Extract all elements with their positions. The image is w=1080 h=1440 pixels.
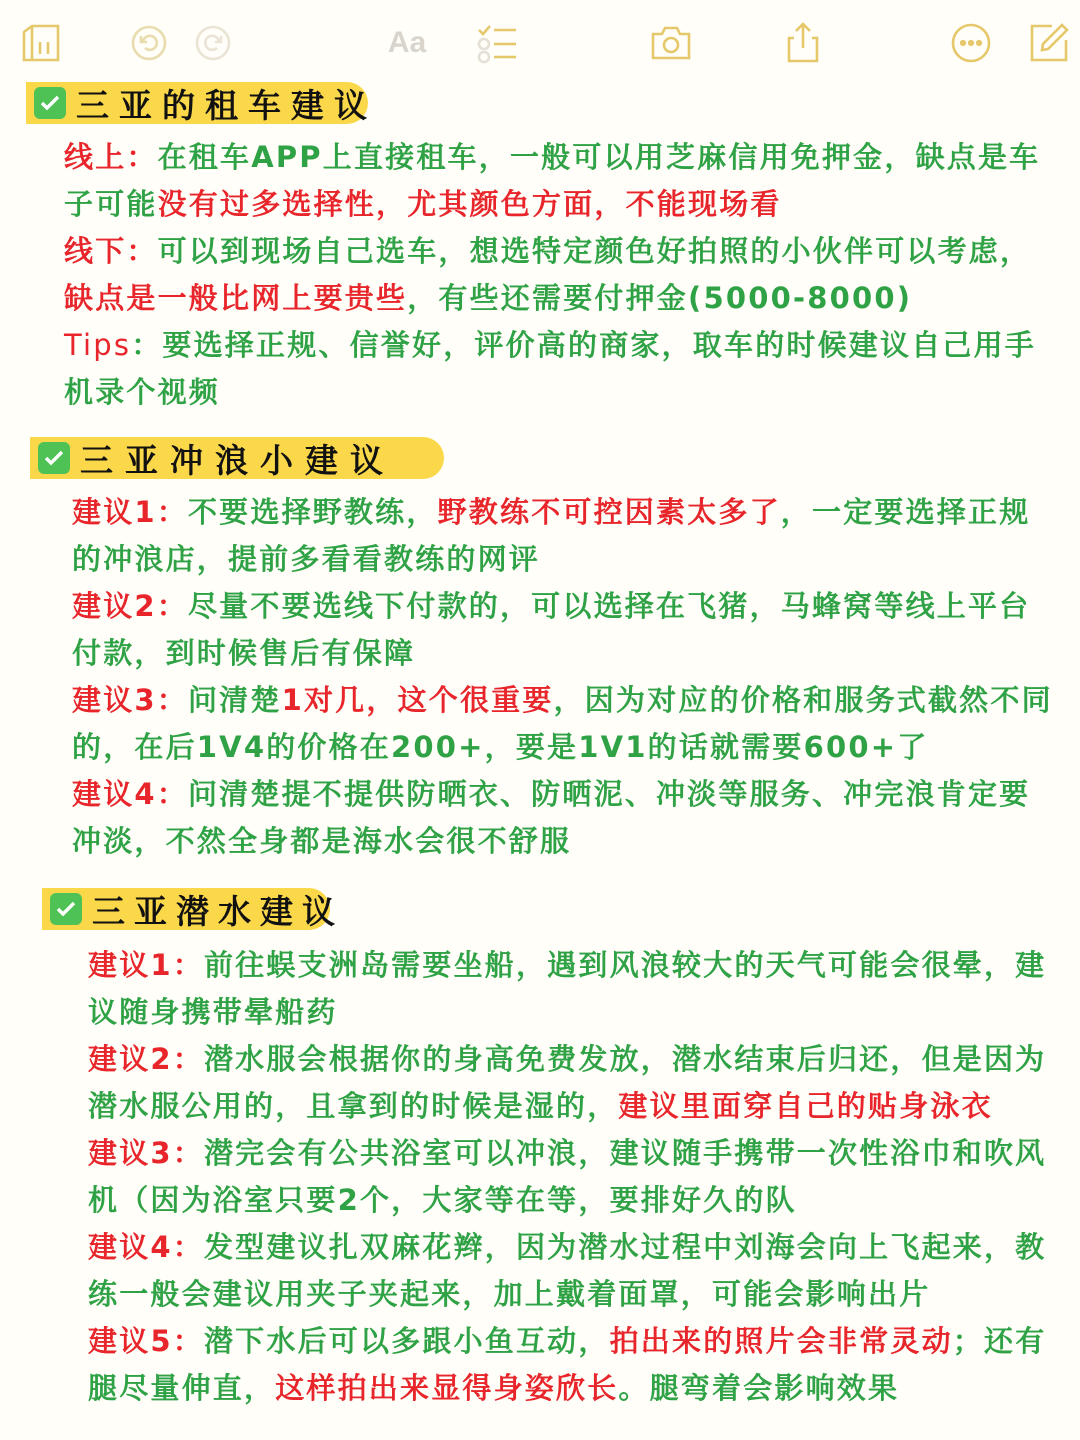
section-heading-car-rental (26, 82, 377, 125)
paragraph-dive-1: 建议1：前往蜈支洲岛需要坐船，遇到风浪较大的天气可能会很晕，建议随身携带晕船药 (88, 948, 1047, 1029)
redo-icon[interactable] (190, 20, 236, 66)
paragraph-surf-4: 建议4：问清楚提不提供防晒衣、防晒泥、冲淡等服务、冲完浪肯定要冲淡，不然全身都是海水会很不舒服 (72, 777, 1031, 858)
checkmark-icon (38, 442, 70, 474)
paragraph-dive-4: 建议4：发型建议扎双麻花辫，因为潜水过程中刘海会向上飞起来，教练一般会建议用夹子夹起来，加上戴着面罩，可能会影响出片 (88, 1230, 1047, 1311)
share-icon[interactable] (780, 20, 826, 66)
paragraph-tips: Tips：要选择正规、信誉好，评价高的商家，取车的时候建议自己用手机录个视频 (64, 328, 1037, 409)
font-icon[interactable]: Aa (387, 26, 427, 59)
checkmark-icon (50, 893, 82, 925)
paragraph-dive-2: 建议2：潜水服会根据你的身高免费发放，潜水结束后归还，但是因为潜水服公用的，且拿到的时候是湿的，建议里面穿自己的贴身泳衣 (88, 1042, 1047, 1123)
note-toolbar (0, 0, 1080, 84)
paragraph-surf-1: 建议1：不要选择野教练，野教练不可控因素太多了，一定要选择正规的冲浪店，提前多看看教练的网评 (72, 495, 1031, 576)
paragraph-surf-3: 建议3：问清楚1对几，这个很重要，因为对应的价格和服务式截然不同的，在后1V4的价格在200+，要是1V1的话就需要600+了 (72, 683, 1053, 764)
section-heading-surfing (30, 437, 444, 479)
checkmark-icon (34, 87, 66, 119)
paragraph-dive-3: 建议3：潜完会有公共浴室可以冲浪，建议随手携带一次性浴巾和吹风机（因为浴室只要2个，大家等在等，要排好久的队 (88, 1136, 1047, 1217)
compose-icon[interactable] (1026, 20, 1072, 66)
checklist-icon[interactable] (474, 20, 520, 66)
paragraph-offline: 线下：可以到现场自己选车，想选特定颜色好拍照的小伙伴可以考虑，缺点是一般比网上要贵些，有些还需要付押金(5000-8000) (64, 234, 1032, 315)
paragraph-online: 线上：在租车APP上直接租车，一般可以用芝麻信用免押金，缺点是车子可能没有过多选择性，尤其颜色方面，不能现场看 (64, 140, 1041, 221)
section-title: 三亚冲浪小建议 (80, 440, 395, 480)
camera-icon[interactable] (648, 20, 694, 66)
section-heading-diving (42, 888, 344, 931)
undo-icon[interactable] (126, 20, 172, 66)
more-icon[interactable] (948, 20, 994, 66)
sidebar-icon[interactable] (18, 20, 64, 66)
paragraph-dive-5: 建议5：潜下水后可以多跟小鱼互动，拍出来的照片会非常灵动；还有腿尽量伸直，这样拍出来显得身姿欣长。腿弯着会影响效果 (88, 1324, 1047, 1405)
section-title: 三亚潜水建议 (92, 891, 344, 931)
paragraph-surf-2: 建议2：尽量不要选线下付款的，可以选择在飞猪，马蜂窝等线上平台付款，到时候售后有保障 (72, 589, 1031, 670)
section-title: 三亚的租车建议 (76, 85, 377, 125)
